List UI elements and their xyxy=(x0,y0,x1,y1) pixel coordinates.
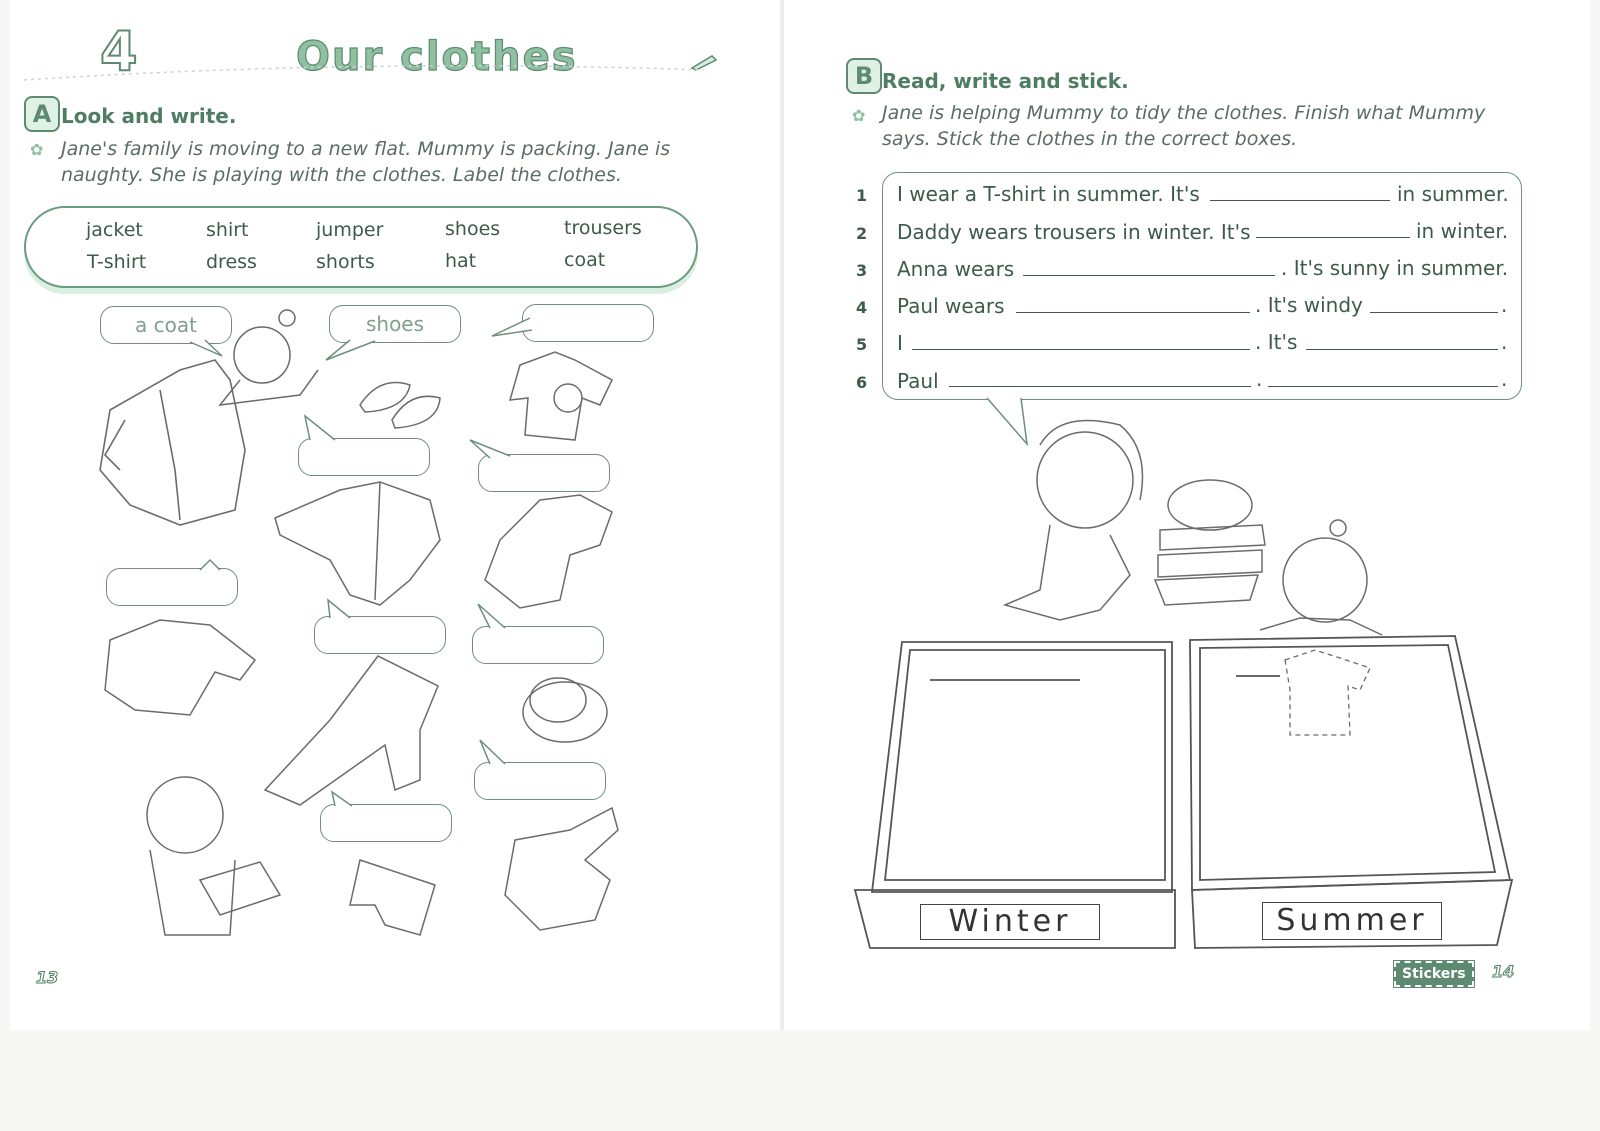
sentence-text: . xyxy=(1501,330,1508,354)
sentence-number: 2 xyxy=(856,224,868,243)
sentence-text: . xyxy=(1501,293,1508,317)
sentence-number: 5 xyxy=(856,335,868,354)
section-a-heading: Look and write. xyxy=(61,104,237,128)
word-bank-item: hat xyxy=(445,250,477,272)
word-bank-item: coat xyxy=(564,249,606,271)
mummy-kneeling-sketch xyxy=(1005,421,1143,621)
label-text: shoes xyxy=(365,312,425,336)
paw-icon: ✿ xyxy=(852,106,866,125)
sentence-number: 3 xyxy=(856,261,868,280)
section-a-instruction: Jane's family is moving to a new flat. Mummy is packing. Jane is naughty. She is playing with the clothes. Label the clothes. xyxy=(61,138,671,186)
sentence-text: . xyxy=(1256,367,1263,391)
sentence-text: in summer. xyxy=(1397,182,1509,206)
sentence-text: . It's xyxy=(1255,330,1298,354)
chapter-number: 4 xyxy=(100,20,138,83)
word-bank-item: trousers xyxy=(564,217,642,239)
section-a-badge: A xyxy=(24,96,60,132)
sentence-text: . It's sunny in summer. xyxy=(1281,256,1509,280)
winter-box xyxy=(855,642,1175,948)
word-bank-item: jacket xyxy=(86,219,143,241)
sentence-number: 1 xyxy=(856,186,868,205)
page-number-left: 13 xyxy=(36,968,59,987)
sentence-text: . xyxy=(1501,367,1508,391)
sentence-text: . It's windy xyxy=(1255,293,1363,317)
summer-label: Summer xyxy=(1262,902,1442,940)
sentence-text: Paul xyxy=(897,369,939,393)
sentence-text: Daddy wears trousers in winter. It's xyxy=(897,220,1251,244)
sentence-text: Paul wears xyxy=(897,294,1005,318)
sentence-text: I xyxy=(897,331,903,355)
sentence-number: 4 xyxy=(856,298,868,317)
jane-sketch xyxy=(1260,520,1382,635)
word-bank-item: shirt xyxy=(206,219,249,241)
t-shirt-outline-sketch xyxy=(1285,650,1370,735)
word-bank-item: T-shirt xyxy=(87,251,147,273)
sentence-text: in winter. xyxy=(1416,219,1509,243)
clothes-pile-sketch xyxy=(1155,480,1265,605)
section-b-badge: B xyxy=(846,58,882,94)
sentence-number: 6 xyxy=(856,373,868,392)
stickers-badge: Stickers xyxy=(1394,961,1474,987)
page-number-right: 14 xyxy=(1492,962,1515,981)
label-text: a coat xyxy=(135,313,197,337)
word-bank-item: dress xyxy=(206,251,257,273)
winter-label: Winter xyxy=(920,904,1100,940)
section-b-instruction: Jane is helping Mummy to tidy the clothes. Finish what Mummy says. Stick the clothes in the correct boxes. xyxy=(882,102,1486,150)
word-bank-item: shorts xyxy=(316,251,375,273)
page-title: Our clothes xyxy=(296,34,578,80)
sentence-text: Anna wears xyxy=(897,257,1015,281)
sentence-text: I wear a T-shirt in summer. It's xyxy=(897,182,1200,206)
section-b-heading: Read, write and stick. xyxy=(882,69,1129,93)
paw-icon: ✿ xyxy=(30,140,44,159)
word-bank-item: shoes xyxy=(445,218,501,240)
word-bank-item: jumper xyxy=(316,219,384,241)
